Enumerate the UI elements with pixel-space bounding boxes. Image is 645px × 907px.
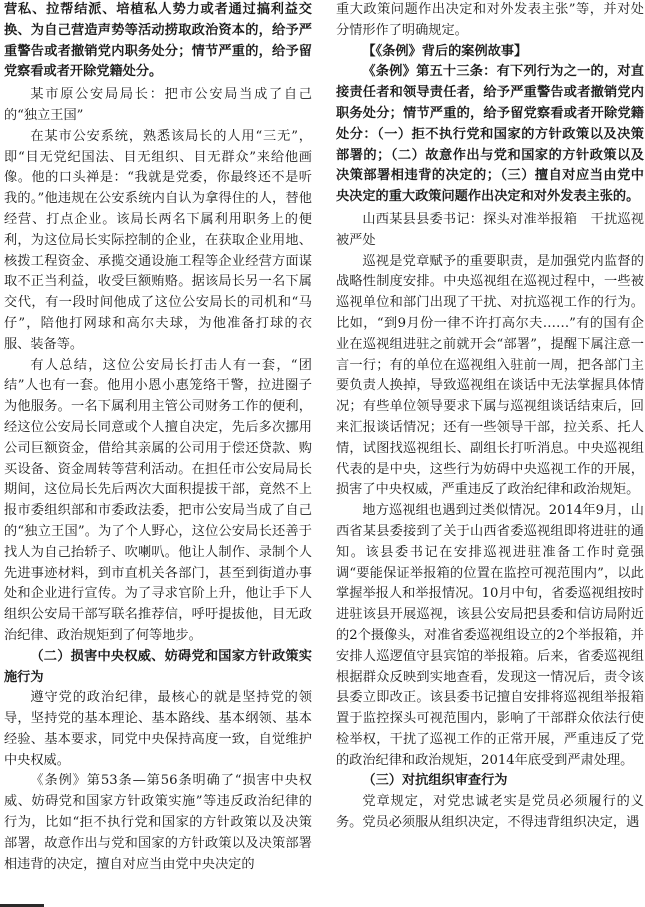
case-title-county-secretary: 山西某县县委书记：探头对准举报箱 干扰巡视被严处 (336, 211, 644, 248)
left-column (4, 0, 312, 875)
right-column (336, 0, 644, 834)
body-paragraph: 党章规定，对党忠诚老实是党员必须履行的义务。党员必须服从组织决定，不得违背组织决定，遇 (336, 794, 644, 831)
case-section-header: 【《条例》背后的案例故事】 (362, 43, 528, 59)
body-paragraph-continuation: 重大政策问题作出决定和对外发表主张”等，并对处分情形作了明确规定。 (336, 2, 644, 38)
case-paragraph: 在某市公安系统，熟悉该局长的人用“三无”，即“目无党纪国法、目无组织、目无群众”来给他画像。他的口头禅是：“我就是党委，你最终还不是听我的。”他违规在公安系统内自认为拿得住的人，替他经营、打点企业。该局长两名下属利用职务上的便利，为这位局长实际控制的企业，在获取企业用地、核拨工程资金、承揽交通设施工程等企业经营方面谋取不正当利益，收受巨额贿赂。据该局长另一名下属交代，有一段时间他成了这位公安局长的司机和“马仔”，陪他打网球和高尔夫球，为他准备打球的衣服、装备等。 (4, 128, 312, 352)
case-paragraph: 有人总结，这位公安局长打击人有一套，“团结”人也有一套。他用小恩小惠笼络干警，拉进圈子为他服务。一名下属利用主管公司财务工作的便利，经这位公安局长同意或个人擅自决定，先后多次挪用公司巨额资金，借给其亲属的公司用于偿还贷款、购买设备、资金周转等营利活动。在担任市公安局局长期间，这位局长先后两次大面积提拔干部，竟然不上报市委组织部和市委政法委，把市公安局当成了自己的“独立王国”。为了个人野心，这位公安局长还善于找人为自己抬轿子、吹喇叭。他让人制作、录制个人先进事迹材料，到市直机关各部门，甚至到街道办事处和企业进行宣传。为了寻求官阶上升，他让手下人组织公安局干部写联名推荐信，呼吁提拔他，目无政治纪律、政治规矩到了何等地步。 (4, 357, 312, 643)
section-heading-3: （三）对抗组织审查行为 (362, 773, 508, 789)
article-clause-continuation: 营私、拉帮结派、培植私人势力或者通过搞利益交换、为自己营造声势等活动捞取政治资本的，给予严重警告或者撤销党内职务处分；情节严重的，给予留党察看或者开除党籍处分。 (4, 2, 312, 80)
body-paragraph: 遵守党的政治纪律，最核心的就是坚持党的领导，坚持党的基本理论、基本路线、基本纲领、基本经验、基本要求，同党中央保持高度一致，自觉维护中央权威。 (4, 690, 312, 768)
article-53-clause: 《条例》第五十三条：有下列行为之一的，对直接责任者和领导责任者，给予严重警告或者撤销党内职务处分；情节严重的，给予留党察看或者开除党籍处分：（一）拒不执行党和国家的方针政策以及决策部署的；（二）故意作出与党和国家的方针政策以及决策部署相违背的决定的；（三）擅自对应当由党中央决定的重大政策问题作出决定和对外发表主张的。 (336, 64, 644, 205)
case-paragraph: 地方巡视组也遇到过类似情况。2014年9月，山西省某县委接到了关于山西省委巡视组即将进驻的通知。该县委书记在安排巡视进驻准备工作时竟强调“要能保证举报箱的位置在监控可视范围内”，以此掌握举报人和举报情况。10月中旬，省委巡视组按时进驻该县开展巡视，该县公安局把县委和信访局附近的2个摄像头，对准省委巡视组设立的2个举报箱，并安排人巡逻值守县宾馆的举报箱。后来，省委巡视组根据群众反映到实地查看，发现这一情况后，责令该县委立即改正。该县委书记擅自安排将巡视组举报箱置于监控探头可视范围内，影响了干部群众依法行使检举权，干扰了巡视工作的正常开展，严重违反了党的政治纪律和政治规矩，2014年底受到严肃处理。 (336, 503, 644, 768)
case-title-police-chief: 某市原公安局局长：把市公安局当成了自己的“独立王国” (4, 87, 312, 123)
case-paragraph: 巡视是党章赋予的重要职责，是加强党内监督的战略性制度安排。中央巡视组在巡视过程中，一些被巡视单位和部门出现了干扰、对抗巡视工作的行为。比如，“到9月份一律不许打高尔夫……”有的国有企业在巡视组进驻之前就开会“部署”，提醒下属注意一言一行；有的单位在巡视组入驻前一周，把各部门主要负责人换掉，导致巡视组在谈话中无法掌握具体情况；有些单位领导要求下属与巡视组谈话结束后，回来汇报谈话情况；还有一些领导干部，拉关系、托人情，试图找巡视组长、副组长打听消息。中央巡视组代表的是中央，这些行为妨碍中央巡视工作的开展，损害了中央权威，严重违反了政治纪律和政治规矩。 (336, 253, 644, 498)
section-heading-2: （二）损害中央权威、妨碍党和国家方针政策实施行为 (4, 648, 312, 685)
body-paragraph: 《条例》第53条—第56条明确了“损害中央权威、妨碍党和国家方针政策实施”等违反政治纪律的行为，比如“拒不执行党和国家的方针政策以及决策部署，故意作出与党和国家的方针政策以及决策部署相违背的决定，擅自对应当由党中央决定的 (4, 773, 312, 872)
